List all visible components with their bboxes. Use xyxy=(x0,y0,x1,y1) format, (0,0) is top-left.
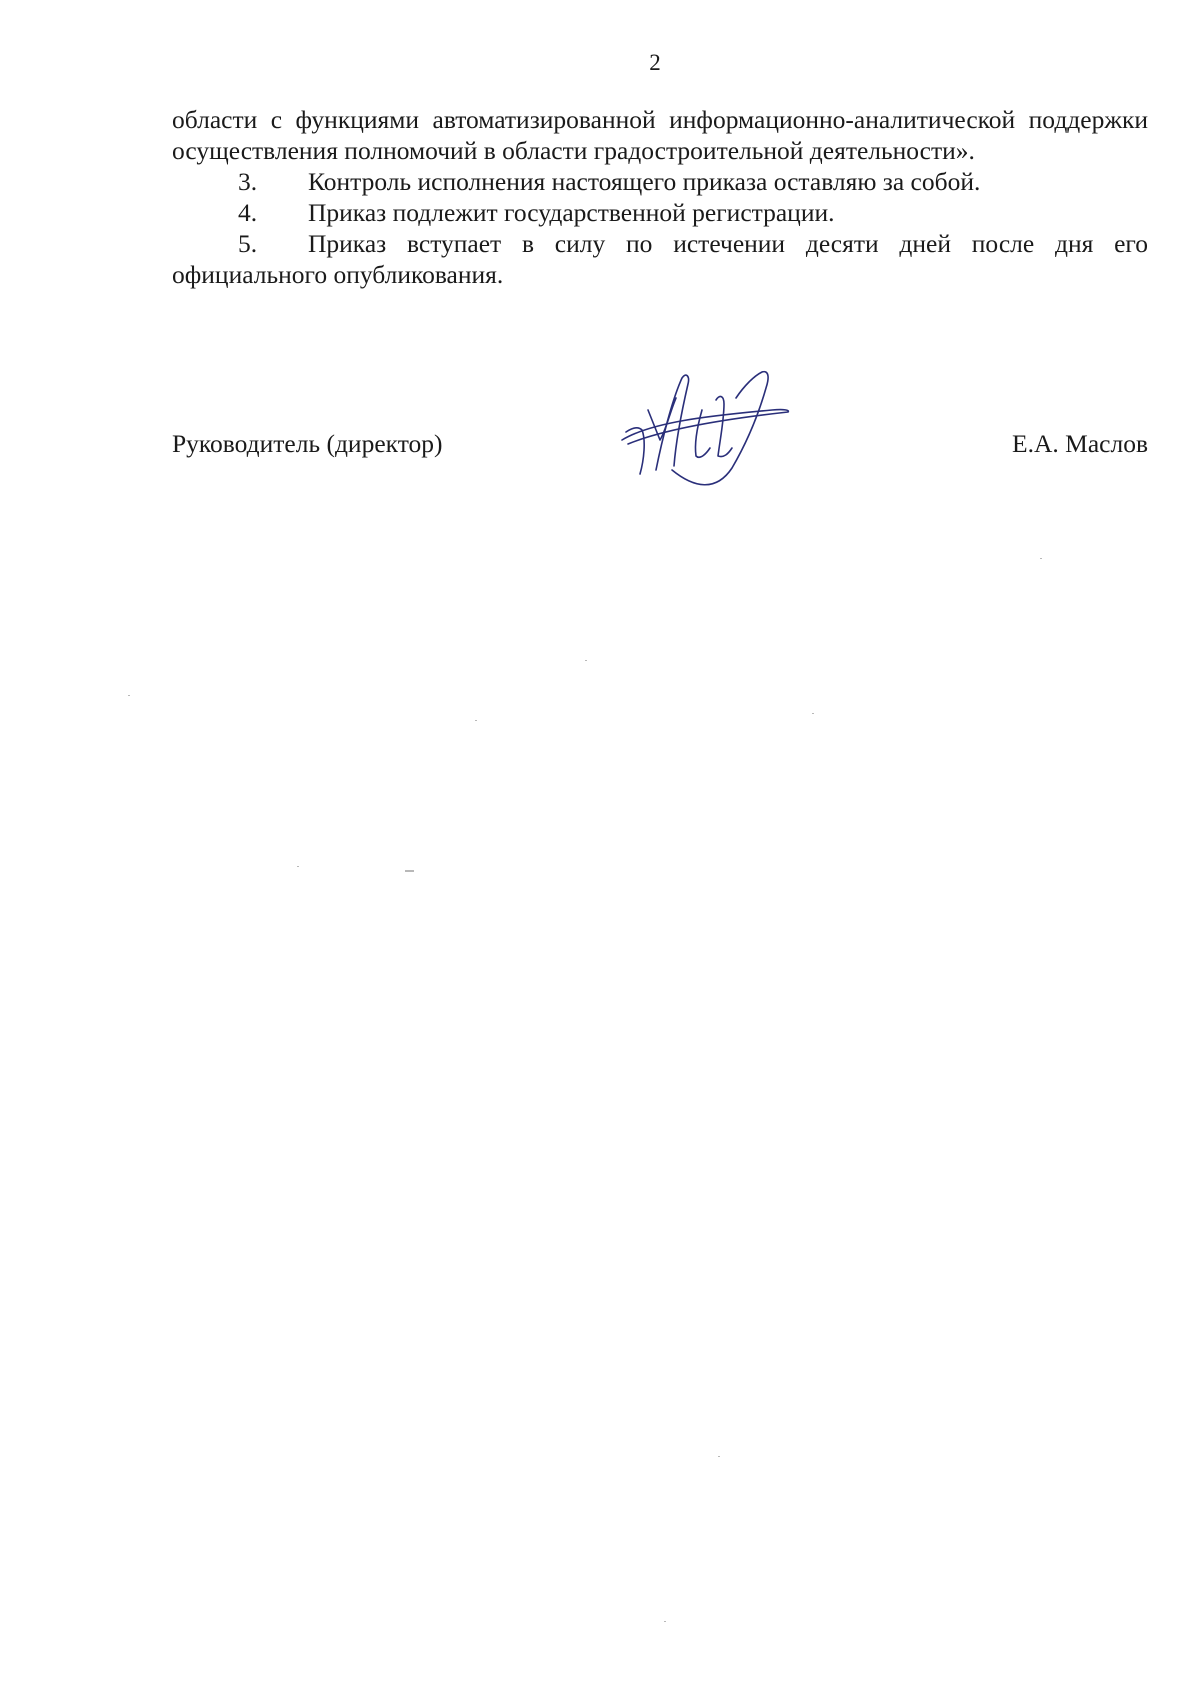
scan-speck xyxy=(297,866,299,867)
scan-speck xyxy=(475,720,477,721)
scan-speck xyxy=(664,1621,666,1622)
list-item xyxy=(172,228,1148,290)
scan-speck xyxy=(128,695,130,696)
list-item-number: 5. xyxy=(238,229,258,258)
list-item xyxy=(172,166,1148,197)
continuation-paragraph: области с функциями автоматизированной информационно-аналитической поддержки осуществления полномочий в области градостроительной деятельности». xyxy=(172,105,1148,165)
page-number: 2 xyxy=(649,50,661,75)
scan-speck xyxy=(1040,558,1042,559)
signatory-position: Руководитель (директор) xyxy=(172,429,443,458)
scan-speck xyxy=(718,1456,720,1457)
list-item xyxy=(172,197,1148,228)
list-item-number: 4. xyxy=(238,198,258,227)
list-item-text: Приказ подлежит государственной регистрации. xyxy=(308,198,835,227)
list-item-text: Приказ вступает в силу по истечении десяти дней после дня его официального опубликования. xyxy=(172,229,1148,289)
scan-speck xyxy=(405,870,414,872)
document-body xyxy=(172,104,1148,290)
list-item-text: Контроль исполнения настоящего приказа оставляю за собой. xyxy=(308,167,981,196)
handwritten-signature-icon xyxy=(612,370,802,520)
scan-speck xyxy=(585,660,587,661)
signatory-name: Е.А. Маслов xyxy=(1012,429,1148,458)
list-item-number: 3. xyxy=(238,167,258,196)
scan-speck xyxy=(812,713,814,714)
